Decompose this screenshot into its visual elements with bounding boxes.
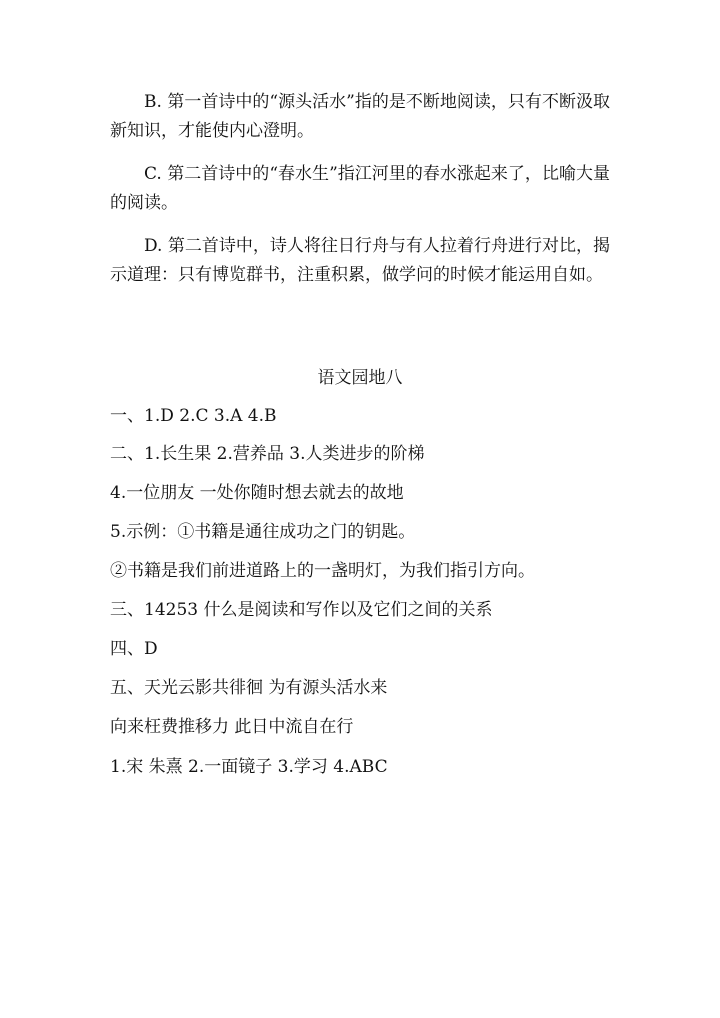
answer-line-7: 四、D xyxy=(110,639,158,659)
answer-line-6: 三、14253 什么是阅读和写作以及它们之间的关系 xyxy=(110,600,493,620)
answer-line-5: ②书籍是我们前进道路上的一盏明灯，为我们指引方向。 xyxy=(110,561,535,581)
answer-line-9: 向来枉费推移力 此日中流自在行 xyxy=(110,717,354,737)
option-d: D. 第二首诗中，诗人将往日行舟与有人拉着行舟进行对比，揭示道理：只有博览群书，注重积累，做学问的时候才能运用自如。 xyxy=(110,236,610,285)
answer-line-8: 五、天光云影共徘徊 为有源头活水来 xyxy=(110,678,388,698)
answer-line-3: 4.一位朋友 一处你随时想去就去的故地 xyxy=(110,483,404,503)
option-c: C. 第二首诗中的“春水生”指江河里的春水涨起来了，比喻大量的阅读。 xyxy=(110,164,610,213)
section-title: 语文园地八 xyxy=(317,368,403,388)
answer-line-2: 二、1.长生果 2.营养品 3.人类进步的阶梯 xyxy=(110,444,425,464)
answer-line-1: 一、1.D 2.C 3.A 4.B xyxy=(110,406,277,426)
answer-line-10: 1.宋 朱熹 2.一面镜子 3.学习 4.ABC xyxy=(110,757,388,777)
option-b: B. 第一首诗中的“源头活水”指的是不断地阅读，只有不断汲取新知识，才能使内心澄明。 xyxy=(110,92,610,141)
answer-line-4: 5.示例：①书籍是通往成功之门的钥匙。 xyxy=(110,522,416,542)
